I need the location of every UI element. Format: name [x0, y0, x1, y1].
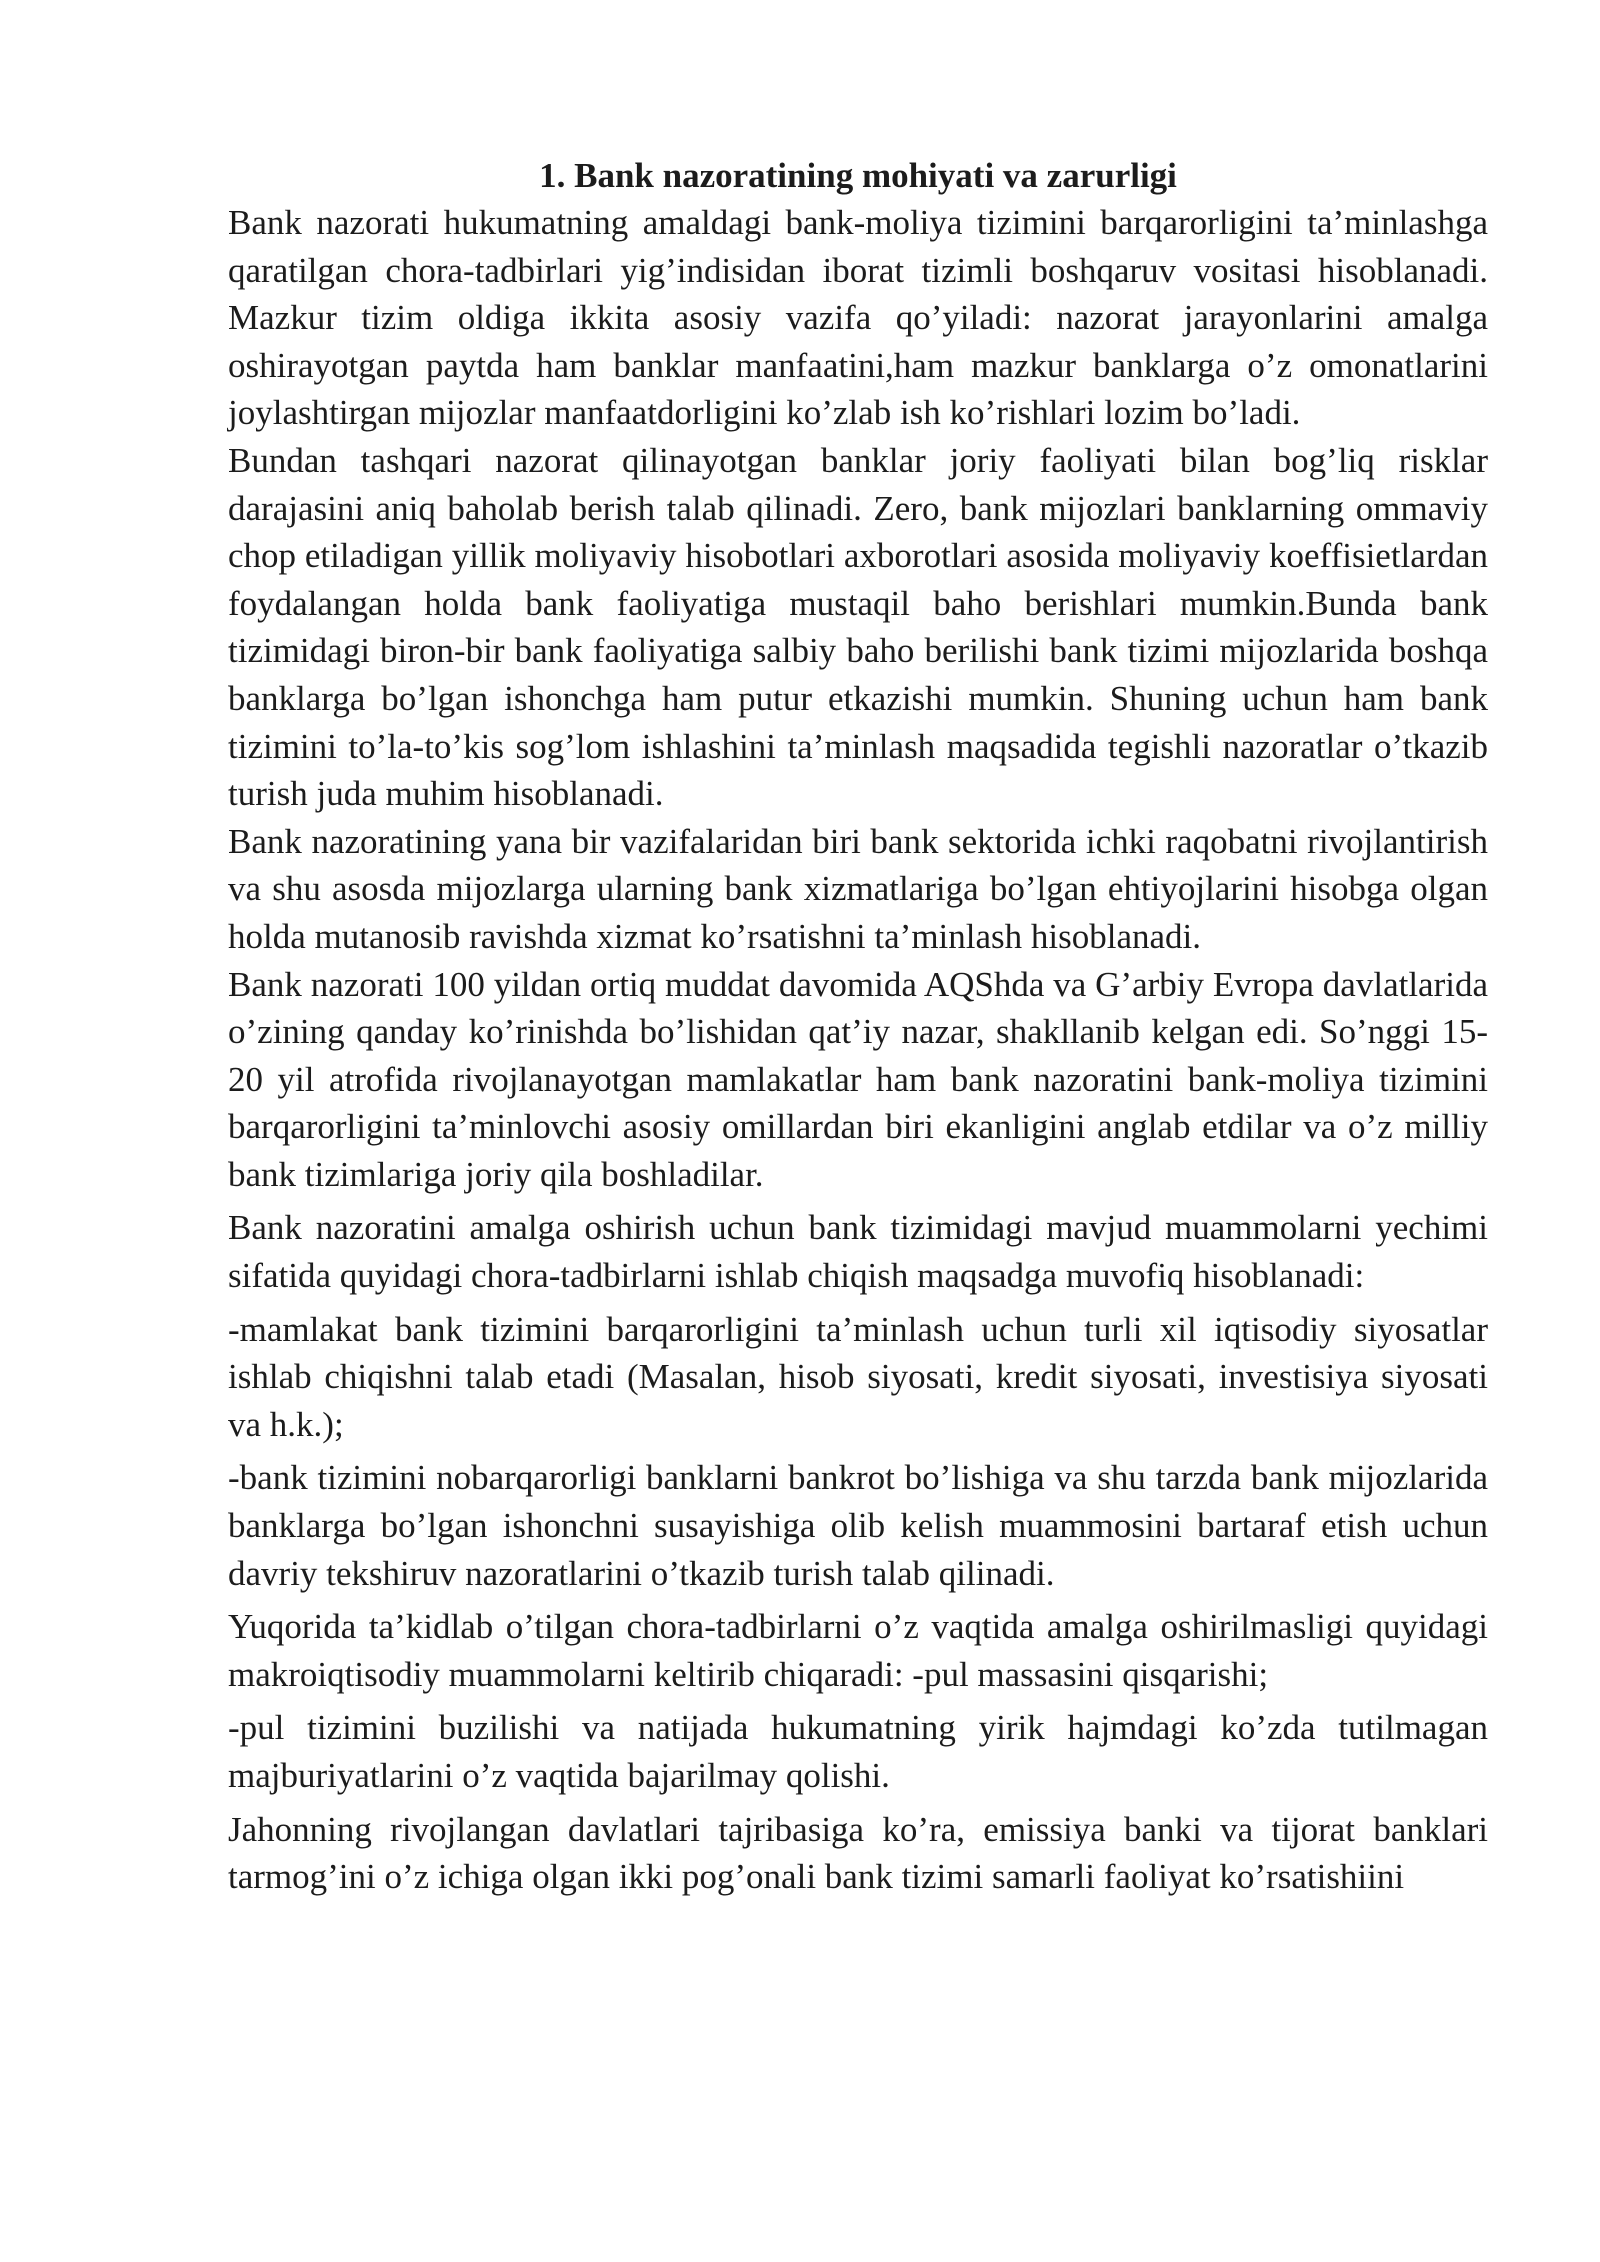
paragraph-monetary-system: -pul tizimini buzilishi va natijada hukumatning yirik hajmdagi ko’zda tutilmagan majburiyatlarini o’z vaqtida bajarilmay qolishi.: [228, 1708, 1488, 1795]
document-page: [228, 152, 1488, 1901]
paragraph-two-tier-system: Jahonning rivojlangan davlatlari tajribasiga ko’ra, emissiya banki va tijorat banklari tarmog’ini o’z ichiga olgan ikki pog’onali bank tizimi samarli faoliyat ko’rsatishiini: [228, 1809, 1488, 1897]
paragraph-measure-policies: -mamlakat bank tizimini barqarorligini ta’minlash uchun turli xil iqtisodiy siyosatlar ishlab chiqishni talab etadi (Masalan, hisob siyosati, kredit siyosati, investisiya siyosati va h.k.);: [228, 1309, 1488, 1444]
paragraph-measures-intro: Bank nazoratini amalga oshirish uchun bank tizimidagi mavjud muammolarni yechimi sifatida quyidagi chora-tadbirlarni ishlab chiqish maqsadga muvofiq hisoblanadi:: [228, 1208, 1488, 1296]
paragraph-measure-inspections: -bank tizimini nobarqarorligi banklarni bankrot bo’lishiga va shu tarzda bank mijozlarida banklarga bo’lgan ishonchni susayishiga olib kelish muammosini bartaraf etish uchun davriy tekshiruv nazoratlarini o’tkazib turish talab qilinadi.: [228, 1458, 1488, 1593]
paragraph-competition: Bank nazoratining yana bir vazifalaridan biri bank sektorida ichki raqobatni rivojlantirish va shu asosda mijozlarga ularning bank xizmatlariga bo’lgan ehtiyojlarini hisobga olgan holda mutanosib ravishda xizmat ko’rsatishni ta’minlash hisoblanadi.: [228, 821, 1488, 956]
section-title: 1. Bank nazoratining mohiyati va zarurligi: [539, 156, 1177, 195]
paragraph-macro-problems: Yuqorida ta’kidlab o’tilgan chora-tadbirlarni o’z vaqtida amalga oshirilmasligi quyidagi makroiqtisodiy muammolarni keltirib chiqaradi: -pul massasini qisqarishi;: [228, 1607, 1488, 1694]
paragraph-bank-supervision-definition: Bank nazorati hukumatning amaldagi bank-moliya tizimini barqarorligini ta’minlashga qaratilgan chora-tadbirlari yig’indisidan iborat tizimli boshqaruv vositasi hisoblanadi. Mazkur tizim oldiga ikkita asosiy vazifa qo’yiladi: nazorat jarayonlarini amalga oshirayotgan paytda ham banklar manfaatini,ham mazkur banklarga o’z omonatlarini joylashtirgan mijozlar manfaatdorligini ko’zlab ish ko’rishlari lozim bo’ladi.: [228, 203, 1488, 433]
paragraph-history: Bank nazorati 100 yildan ortiq muddat davomida AQShda va G’arbiy Evropa davlatlarida o’zining qanday ko’rinishda bo’lishidan qat’iy nazar, shakllanib kelgan edi. So’nggi 15-20 yil atrofida rivojlanayotgan mamlakatlar ham bank nazoratini bank-moliya tizimini barqarorligini ta’minlovchi asosiy omillardan biri ekanligini anglab etdilar va o’z milliy bank tizimlariga joriy qila boshladilar.: [228, 964, 1488, 1194]
paragraph-risk-assessment: Bundan tashqari nazorat qilinayotgan banklar joriy faoliyati bilan bog’liq risklar darajasini aniq baholab berish talab qilinadi. Zero, bank mijozlari banklarning ommaviy chop etiladigan yillik moliyaviy hisobotlari axborotlari asosida moliyaviy koeffisietlardan foydalangan holda bank faoliyatiga mustaqil baho berishlari mumkin.Bunda bank tizimidagi biron-bir bank faoliyatiga salbiy baho berilishi bank tizimi mijozlarida boshqa banklarga bo’lgan ishonchga ham putur etkazishi mumkin. Shuning uchun ham bank tizimini to’la-to’kis sog’lom ishlashini ta’minlash maqsadida tegishli nazoratlar o’tkazib turish juda muhim hisoblanadi.: [228, 440, 1488, 814]
